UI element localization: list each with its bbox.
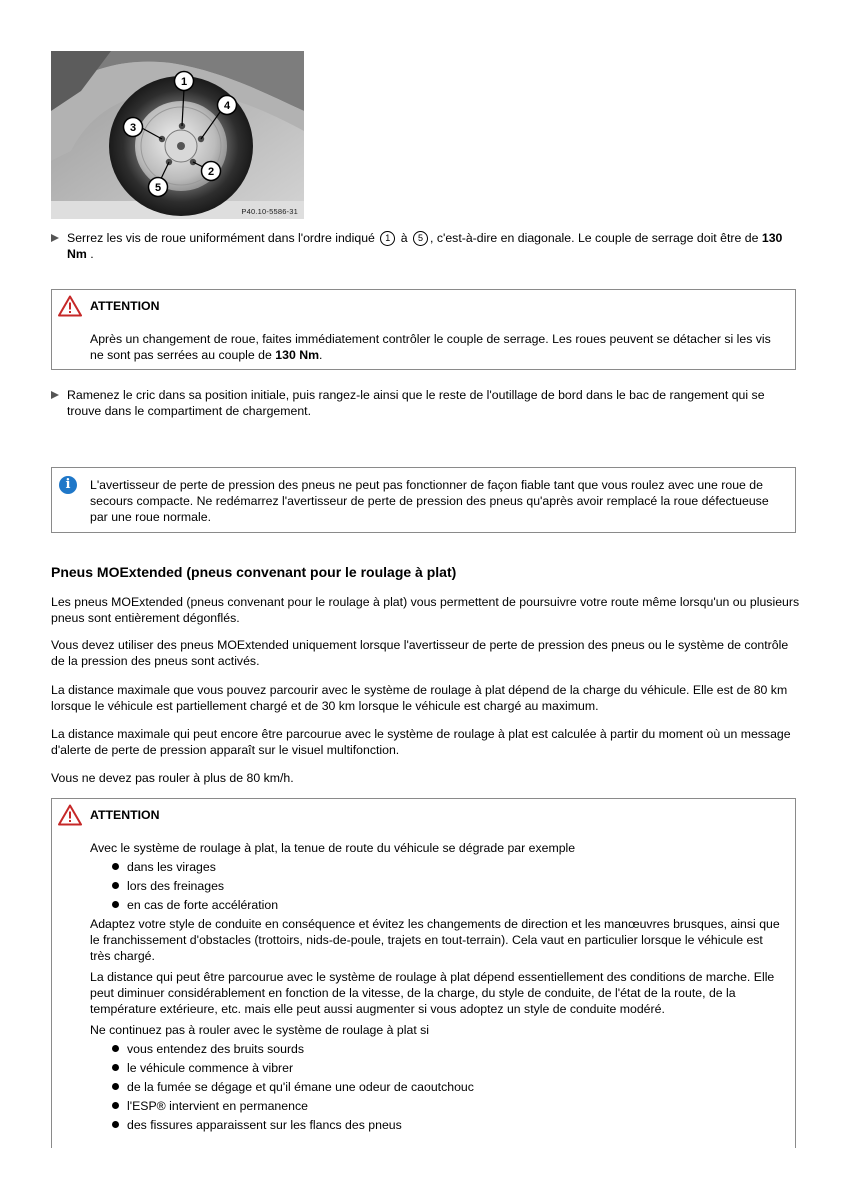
wheel-illustration (51, 51, 304, 219)
bullet-icon (112, 863, 119, 870)
figure-code: P40.10-5586-31 (241, 207, 298, 216)
warning-paragraph: La distance qui peut être parcourue avec le système de roulage à plat dépend essentiellement des conditions de marche. Elle peut diminuer considérablement en fonction de la vitesse, de la charge, du style de conduite, de l'état de la route, de la température extérieure, etc. mais elle peut aussi augmenter si vous adoptez un style de conduite modéré. (90, 970, 775, 1016)
warning-triangle-icon (58, 804, 82, 826)
instruction-step-2 (51, 387, 801, 419)
paragraph: Les pneus MOExtended (pneus convenant pour le roulage à plat) vous permettent de poursuivre votre route même lorsqu'un ou plusieurs pneus sont entièrement dégonflés. (51, 595, 800, 625)
warning-text: Après un changement de roue, faites immédiatement contrôler le couple de serrage. Les roues peuvent se détacher si les vis ne sont pas serrées au couple de 130 Nm. (90, 332, 771, 362)
warning-triangle-icon (58, 295, 82, 317)
instruction-step-1 (51, 230, 801, 262)
callout-1: 1 (180, 76, 188, 88)
bullet-icon (112, 1083, 119, 1090)
wheel-bolt-figure (51, 51, 304, 219)
arrow-bullet-icon (51, 234, 59, 242)
callout-3: 3 (129, 122, 137, 134)
step-2-text: Ramenez le cric dans sa position initiale, puis rangez-le ainsi que le reste de l'outillage de bord dans le bac de rangement qui se trouve dans le compartiment de chargement. (67, 388, 765, 418)
list-item: lors des freinages (90, 878, 785, 894)
paragraph: La distance maximale qui peut encore être parcourue avec le système de roulage à plat est calculée à partir du moment où un message d'alerte de perte de pression apparaît sur le visuel multifonction. (51, 727, 791, 757)
warning-intro: Avec le système de roulage à plat, la tenue de route du véhicule se dégrade par exemple (90, 841, 576, 855)
paragraph: La distance maximale que vous pouvez parcourir avec le système de roulage à plat dépend de la charge du véhicule. Elle est de 80 km lorsque le véhicule est partiellement chargé et de 30 km lorsque le véhicule est chargé au maximum. (51, 683, 788, 713)
section-heading: Pneus MOExtended (pneus convenant pour le roulage à plat) (51, 564, 457, 580)
stop-conditions-list (90, 1041, 785, 1133)
callout-4: 4 (223, 100, 231, 112)
bullet-icon (112, 882, 119, 889)
list-item: l'ESP® intervient en permanence (90, 1098, 785, 1114)
bullet-icon (112, 1064, 119, 1071)
list-item: des fissures apparaissent sur les flancs des pneus (90, 1117, 785, 1133)
list-item: en cas de forte accélération (90, 897, 785, 913)
callout-5: 5 (154, 182, 162, 194)
warning-box (51, 289, 796, 370)
warning-paragraph: Ne continuez pas à rouler avec le système de roulage à plat si (90, 1023, 430, 1037)
warning-box-2 (51, 798, 796, 1148)
list-item: de la fumée se dégage et qu'il émane une odeur de caoutchouc (90, 1079, 785, 1095)
arrow-bullet-icon (51, 391, 59, 399)
paragraph: Vous devez utiliser des pneus MOExtended uniquement lorsque l'avertisseur de perte de pression des pneus ou le système de contrôle de la pression des pneus sont activés. (51, 638, 789, 668)
bullet-icon (112, 1102, 119, 1109)
list-item: dans les virages (90, 859, 785, 875)
info-icon: i (59, 476, 77, 494)
info-box (51, 467, 796, 533)
step-1-text: Serrez les vis de roue uniformément dans l'ordre indiqué 1 à 5 , c'est-à-dire en diagonale. Le couple de serrage doit être de 130 Nm . (67, 231, 783, 261)
warning-paragraph: Adaptez votre style de conduite en conséquence et évitez les changements de direction et les manœuvres brusques, ainsi que le franchissement d'obstacles (trottoirs, nids-de-poule, trajets en tout-terrain). Cela vaut en particulier lorsque le véhicule est très chargé. (90, 917, 780, 963)
list-item: le véhicule commence à vibrer (90, 1060, 785, 1076)
list-item: vous entendez des bruits sourds (90, 1041, 785, 1057)
torque-value: 130 Nm (67, 231, 783, 261)
warning-title: ATTENTION (90, 808, 160, 822)
circled-number-icon: 5 (413, 231, 428, 246)
bullet-icon (112, 1045, 119, 1052)
handling-list (90, 859, 785, 913)
circled-number-icon: 1 (380, 231, 395, 246)
warning-title: ATTENTION (90, 299, 160, 313)
paragraph: Vous ne devez pas rouler à plus de 80 km/h. (51, 771, 294, 785)
bullet-icon (112, 901, 119, 908)
callout-2: 2 (207, 166, 215, 178)
bullet-icon (112, 1121, 119, 1128)
info-text: L'avertisseur de perte de pression des pneus ne peut pas fonctionner de façon fiable tant que vous roulez avec une roue de secours compacte. Ne redémarrez l'avertisseur de perte de pression des pneus qu'après avoir remplacé la roue défectueuse par une roue normale. (90, 478, 769, 524)
